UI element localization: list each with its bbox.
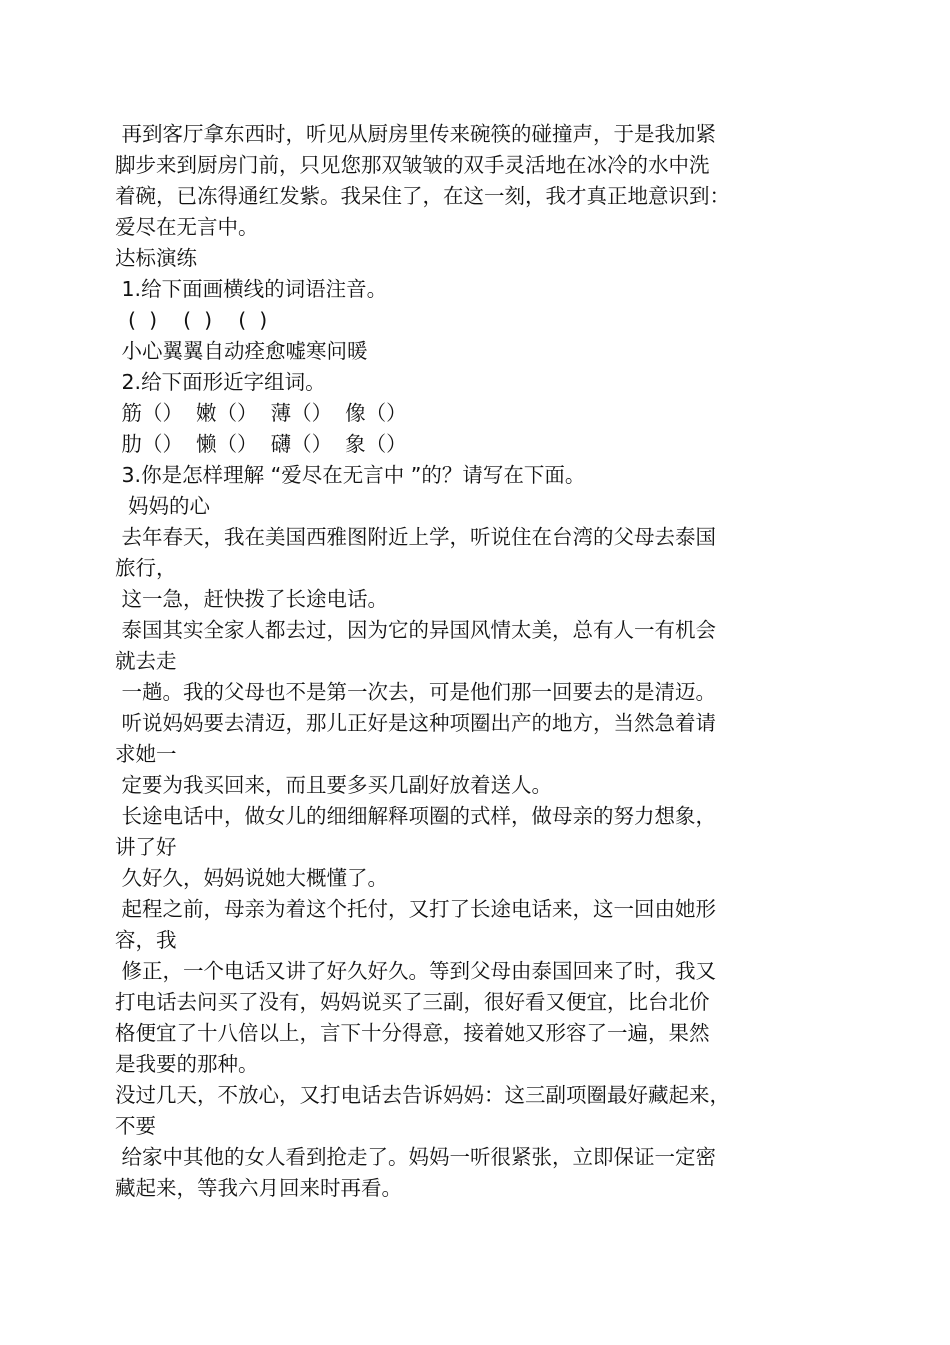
- text-line: 泰国其实全家人都去过，因为它的异国风情太美，总有人一有机会: [115, 618, 717, 642]
- text-line: 去年春天，我在美国西雅图附近上学，听说住在台湾的父母去泰国: [115, 525, 717, 549]
- text-line: ( ) ( ) ( ): [115, 308, 268, 332]
- text-line: 3.你是怎样理解 “爱尽在无言中 ”的？请写在下面。: [115, 463, 586, 487]
- text-line: 这一急，赶快拨了长途电话。: [115, 587, 389, 611]
- text-line: 着碗，已冻得通红发紫。我呆住了，在这一刻，我才真正地意识到：: [115, 184, 730, 208]
- text-line: 爱尽在无言中。: [115, 215, 259, 239]
- text-line: 格便宜了十八倍以上，言下十分得意，接着她又形容了一遍，果然: [115, 1021, 710, 1045]
- text-line: 筋（） 嫩（） 薄（） 像（）: [115, 401, 407, 425]
- text-line: 再到客厅拿东西时，听见从厨房里传来碗筷的碰撞声，于是我加紧: [115, 122, 717, 146]
- text-line: 讲了好: [115, 835, 177, 859]
- text-line: 妈妈的心: [115, 494, 211, 518]
- text-line: 就去走: [115, 649, 177, 673]
- text-line: 容，我: [115, 928, 177, 952]
- document-body: [115, 119, 775, 1204]
- text-line: 定要为我买回来，而且要多买几副好放着送人。: [115, 773, 553, 797]
- text-line: 久好久，妈妈说她大概懂了。: [115, 866, 389, 890]
- text-line: 给家中其他的女人看到抢走了。妈妈一听很紧张，立即保证一定密: [115, 1145, 717, 1169]
- text-line: 长途电话中，做女儿的细细解释项圈的式样，做母亲的努力想象，: [115, 804, 717, 828]
- text-line: 一趟。我的父母也不是第一次去，可是他们那一回要去的是清迈。: [115, 680, 717, 704]
- text-line: 没过几天，不放心，又打电话去告诉妈妈：这三副项圈最好藏起来，: [115, 1083, 730, 1107]
- text-line: 肋（） 懒（） 礴（） 象（）: [115, 432, 407, 456]
- text-line: 脚步来到厨房门前，只见您那双皱皱的双手灵活地在冰冷的水中洗: [115, 153, 710, 177]
- text-line: 旅行，: [115, 556, 177, 580]
- text-line: 是我要的那种。: [115, 1052, 259, 1076]
- text-line: 2.给下面形近字组词。: [115, 370, 326, 394]
- text-line: 听说妈妈要去清迈，那儿正好是这种项圈出产的地方，当然急着请: [115, 711, 717, 735]
- text-line: 小心翼翼自动痊愈嘘寒问暖: [115, 339, 368, 363]
- text-line: 不要: [115, 1114, 156, 1138]
- text-line: 达标演练: [115, 246, 197, 270]
- text-line: 求她一: [115, 742, 177, 766]
- text-line: 打电话去问买了没有，妈妈说买了三副，很好看又便宜，比台北价: [115, 990, 710, 1014]
- text-line: 起程之前，母亲为着这个托付，又打了长途电话来，这一回由她形: [115, 897, 717, 921]
- text-line: 修正，一个电话又讲了好久好久。等到父母由泰国回来了时，我又: [115, 959, 717, 983]
- text-line: 藏起来，等我六月回来时再看。: [115, 1176, 402, 1200]
- text-line: 1.给下面画横线的词语注音。: [115, 277, 388, 301]
